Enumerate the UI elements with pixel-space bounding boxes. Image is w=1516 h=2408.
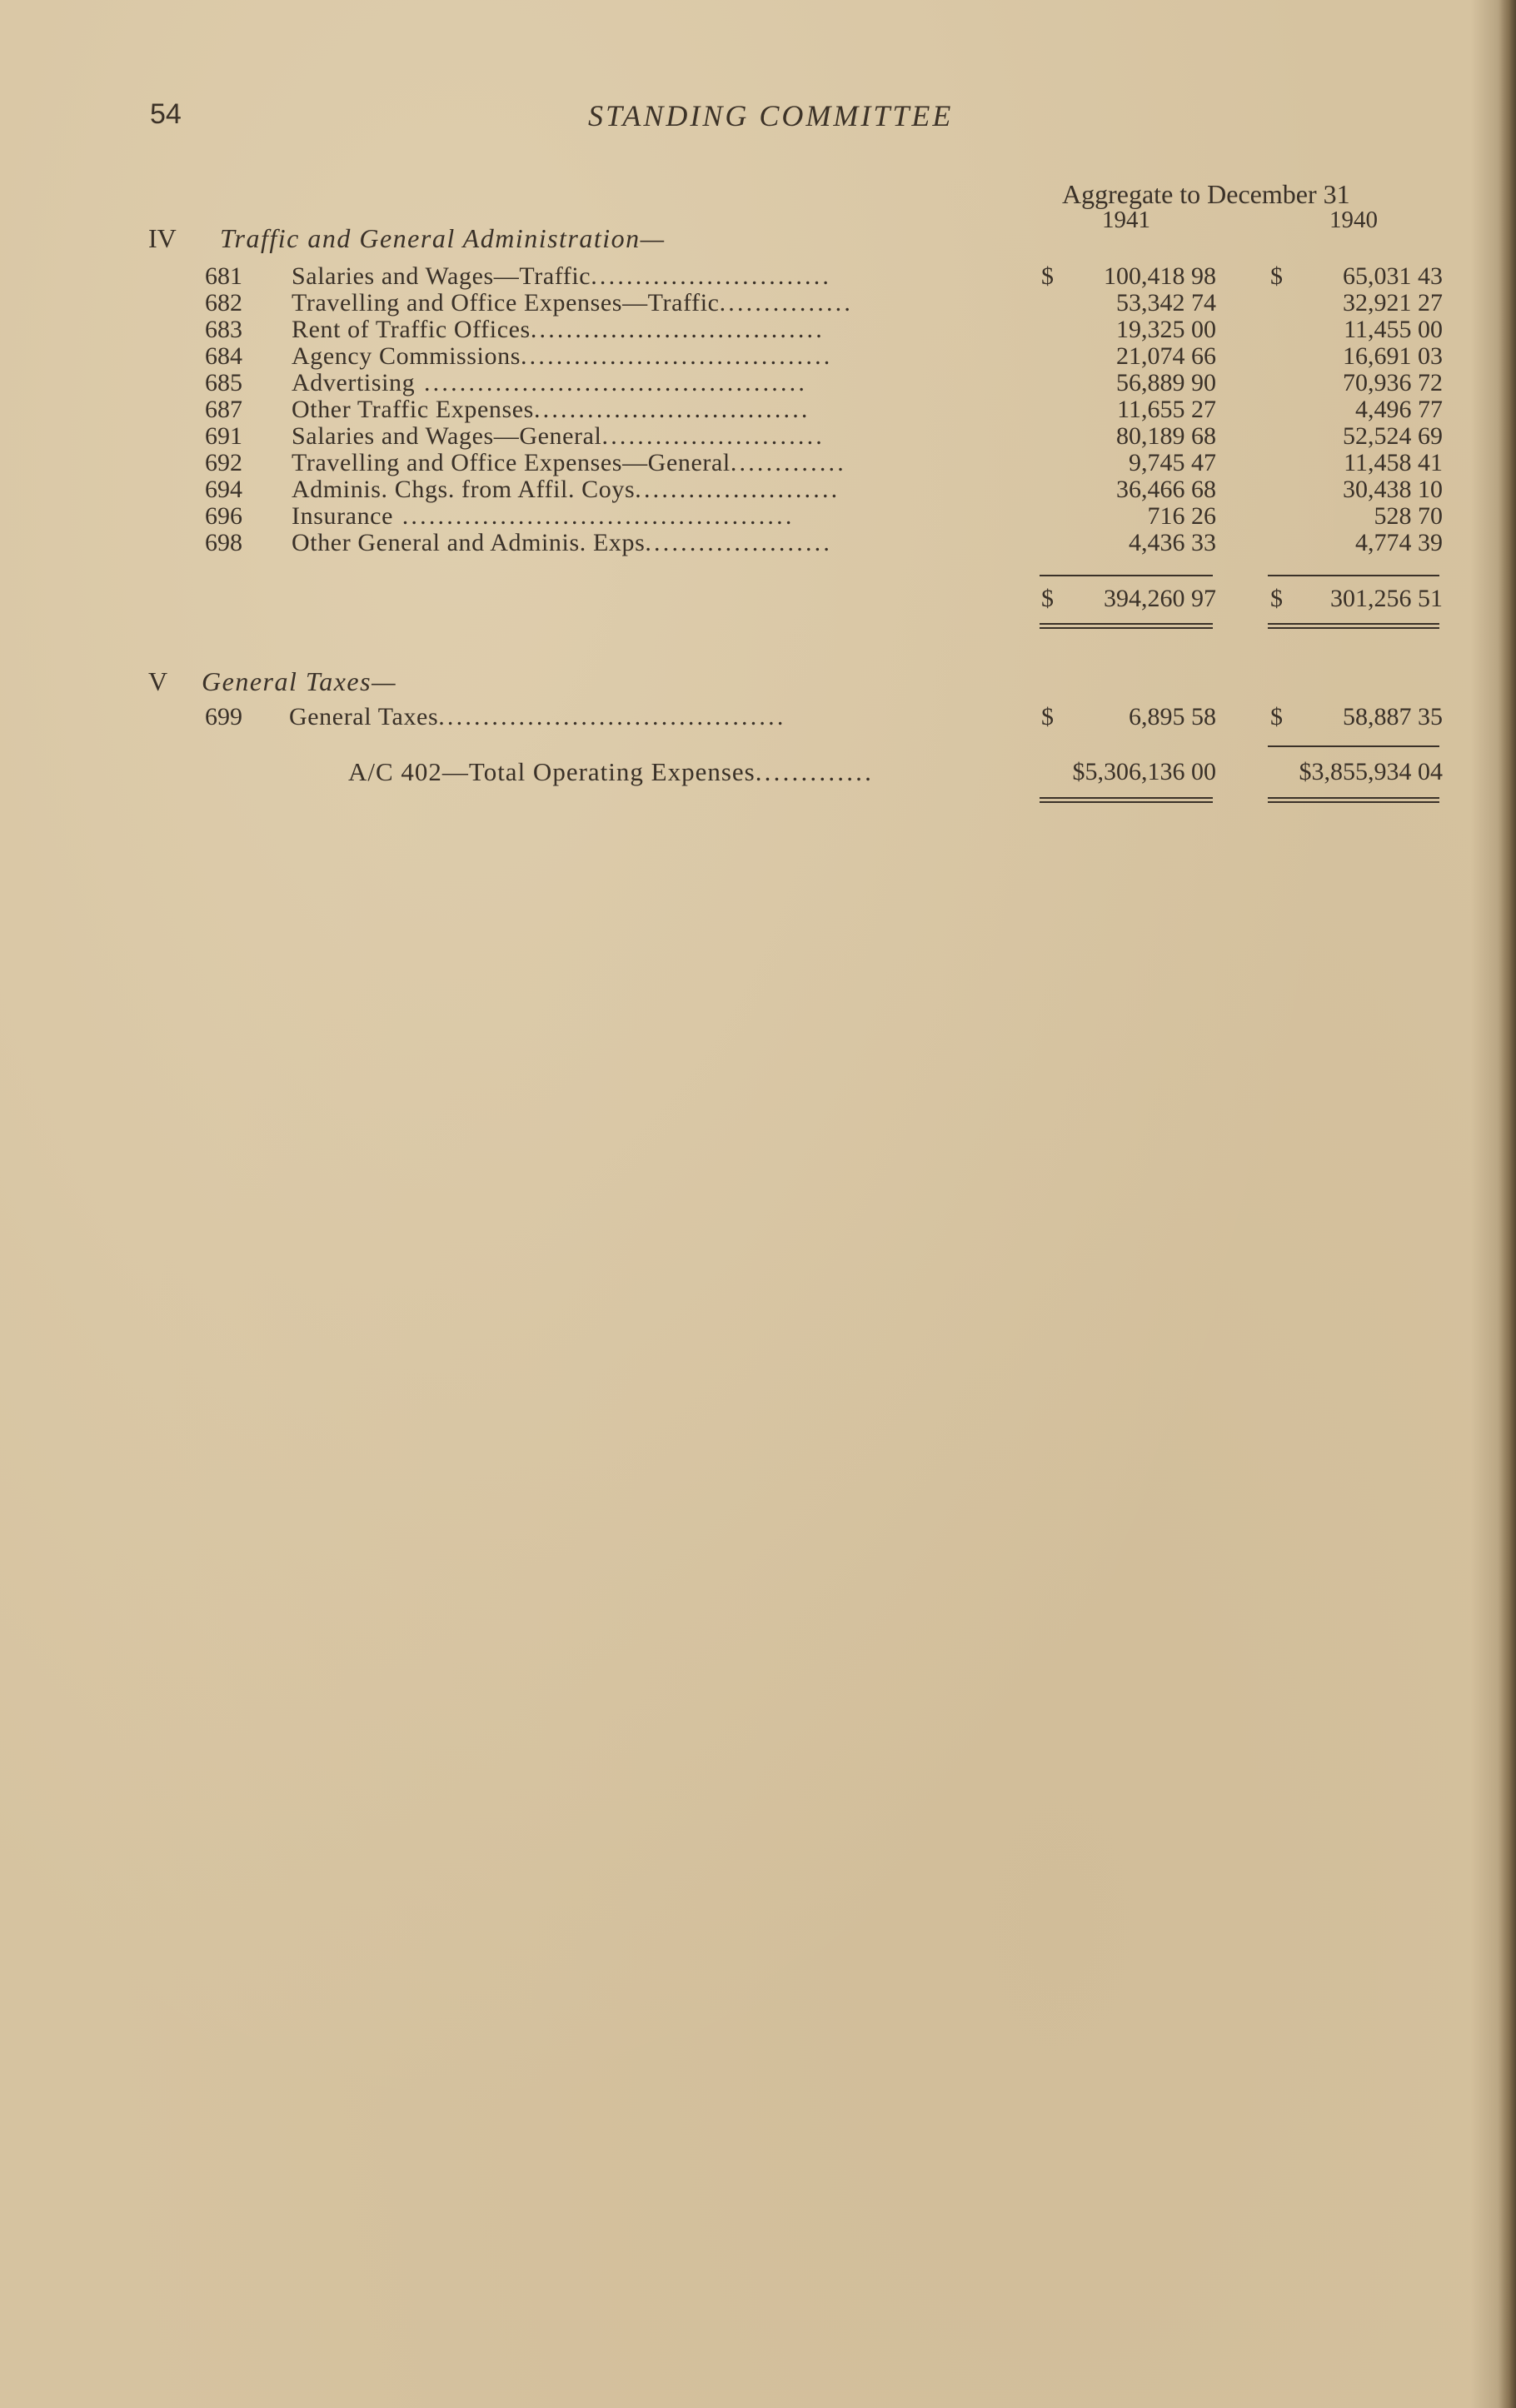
account-description: Insurance ............................................ xyxy=(292,503,795,530)
account-number: 699 xyxy=(205,703,242,730)
running-head: STANDING COMMITTEE xyxy=(588,99,954,132)
column-year-1941: 1941 xyxy=(1102,207,1150,233)
rule-before-grand-total-1940 xyxy=(1268,745,1439,747)
account-number: 681 xyxy=(205,262,242,290)
section-v-numeral: V xyxy=(148,666,168,696)
value-1940: 16,691 03 xyxy=(1343,342,1443,370)
account-description: Other Traffic Expenses............................... xyxy=(292,396,810,423)
grand-total-1941: $5,306,136 00 xyxy=(1072,758,1216,785)
account-description: Travelling and Office Expenses—Traffic............... xyxy=(292,290,854,317)
value-1940: 32,921 27 xyxy=(1343,289,1443,317)
table-row xyxy=(0,530,1516,556)
account-description: Advertising ........................................... xyxy=(292,370,808,396)
table-row xyxy=(0,370,1516,396)
value-1941: 11,655 27 xyxy=(1117,396,1216,423)
account-number: 696 xyxy=(205,502,242,530)
account-number: 685 xyxy=(205,369,242,396)
subtotal-rule-1941 xyxy=(1040,575,1213,576)
account-description: Travelling and Office Expenses—General............. xyxy=(292,450,846,476)
account-number: 684 xyxy=(205,342,242,370)
account-number: 692 xyxy=(205,449,242,476)
value-1940: 58,887 35 xyxy=(1343,703,1443,730)
subtotal-rule-1940 xyxy=(1268,575,1439,576)
value-1940: 528 70 xyxy=(1374,502,1443,530)
value-1940: 4,496 77 xyxy=(1355,396,1443,423)
dollar-1940: $ xyxy=(1270,262,1283,290)
section-v-title: General Taxes— xyxy=(202,666,397,696)
double-rule-1941 xyxy=(1040,623,1213,629)
account-description: General Taxes....................................... xyxy=(289,704,786,730)
account-description: Salaries and Wages—General......................... xyxy=(292,423,825,450)
page-number: 54 xyxy=(150,98,182,130)
account-number: 687 xyxy=(205,396,242,423)
table-row xyxy=(0,343,1516,370)
table-row xyxy=(0,263,1516,290)
double-rule-1940 xyxy=(1268,623,1439,629)
value-1940: 4,774 39 xyxy=(1355,529,1443,556)
value-1941: 4,436 33 xyxy=(1129,529,1216,556)
table-row xyxy=(0,423,1516,450)
column-year-1940: 1940 xyxy=(1329,207,1378,233)
column-heading: Aggregate to December 31 xyxy=(1062,179,1350,209)
value-1941: 9,745 47 xyxy=(1129,449,1216,476)
total-dollar-1941: $ xyxy=(1041,585,1054,612)
grand-total-label: A/C 402—Total Operating Expenses............. xyxy=(348,757,875,786)
section-iv-title: Traffic and General Administration— xyxy=(220,223,666,253)
total-1941: 394,260 97 xyxy=(1104,585,1216,612)
value-1940: 70,936 72 xyxy=(1343,369,1443,396)
account-number: 691 xyxy=(205,422,242,450)
value-1941: 100,418 98 xyxy=(1104,262,1216,290)
total-1940: 301,256 51 xyxy=(1330,585,1443,612)
general-taxes-row xyxy=(0,704,1516,730)
table-row xyxy=(0,317,1516,343)
grand-total-double-rule-1940 xyxy=(1268,797,1439,803)
account-description: Other General and Adminis. Exps..................... xyxy=(292,530,833,556)
table-row xyxy=(0,290,1516,317)
grand-total-1940: $3,855,934 04 xyxy=(1299,758,1443,785)
account-description: Salaries and Wages—Traffic........................... xyxy=(292,263,832,290)
value-1941: 716 26 xyxy=(1147,502,1216,530)
table-row xyxy=(0,450,1516,476)
dollar-1941: $ xyxy=(1041,703,1054,730)
value-1940: 11,455 00 xyxy=(1344,316,1443,343)
account-description: Rent of Traffic Offices................................. xyxy=(292,317,825,343)
dollar-1940: $ xyxy=(1270,703,1283,730)
account-description: Adminis. Chgs. from Affil. Coys....................... xyxy=(292,476,840,503)
value-1941: 19,325 00 xyxy=(1116,316,1216,343)
account-number: 694 xyxy=(205,476,242,503)
section-iv-numeral: IV xyxy=(148,223,177,253)
value-1941: 56,889 90 xyxy=(1116,369,1216,396)
value-1940: 11,458 41 xyxy=(1344,449,1443,476)
dollar-1941: $ xyxy=(1041,262,1054,290)
value-1941: 53,342 74 xyxy=(1116,289,1216,317)
value-1941: 21,074 66 xyxy=(1116,342,1216,370)
account-number: 698 xyxy=(205,529,242,556)
account-description: Agency Commissions................................... xyxy=(292,343,833,370)
table-row xyxy=(0,476,1516,503)
value-1941: 6,895 58 xyxy=(1129,703,1216,730)
account-number: 683 xyxy=(205,316,242,343)
value-1941: 80,189 68 xyxy=(1116,422,1216,450)
value-1941: 36,466 68 xyxy=(1116,476,1216,503)
table-row xyxy=(0,396,1516,423)
grand-total-row xyxy=(0,759,1516,785)
value-1940: 52,524 69 xyxy=(1343,422,1443,450)
section-iv-total-row xyxy=(0,586,1516,612)
grand-total-double-rule-1941 xyxy=(1040,797,1213,803)
value-1940: 30,438 10 xyxy=(1343,476,1443,503)
account-number: 682 xyxy=(205,289,242,317)
table-row xyxy=(0,503,1516,530)
total-dollar-1940: $ xyxy=(1270,585,1283,612)
value-1940: 65,031 43 xyxy=(1343,262,1443,290)
